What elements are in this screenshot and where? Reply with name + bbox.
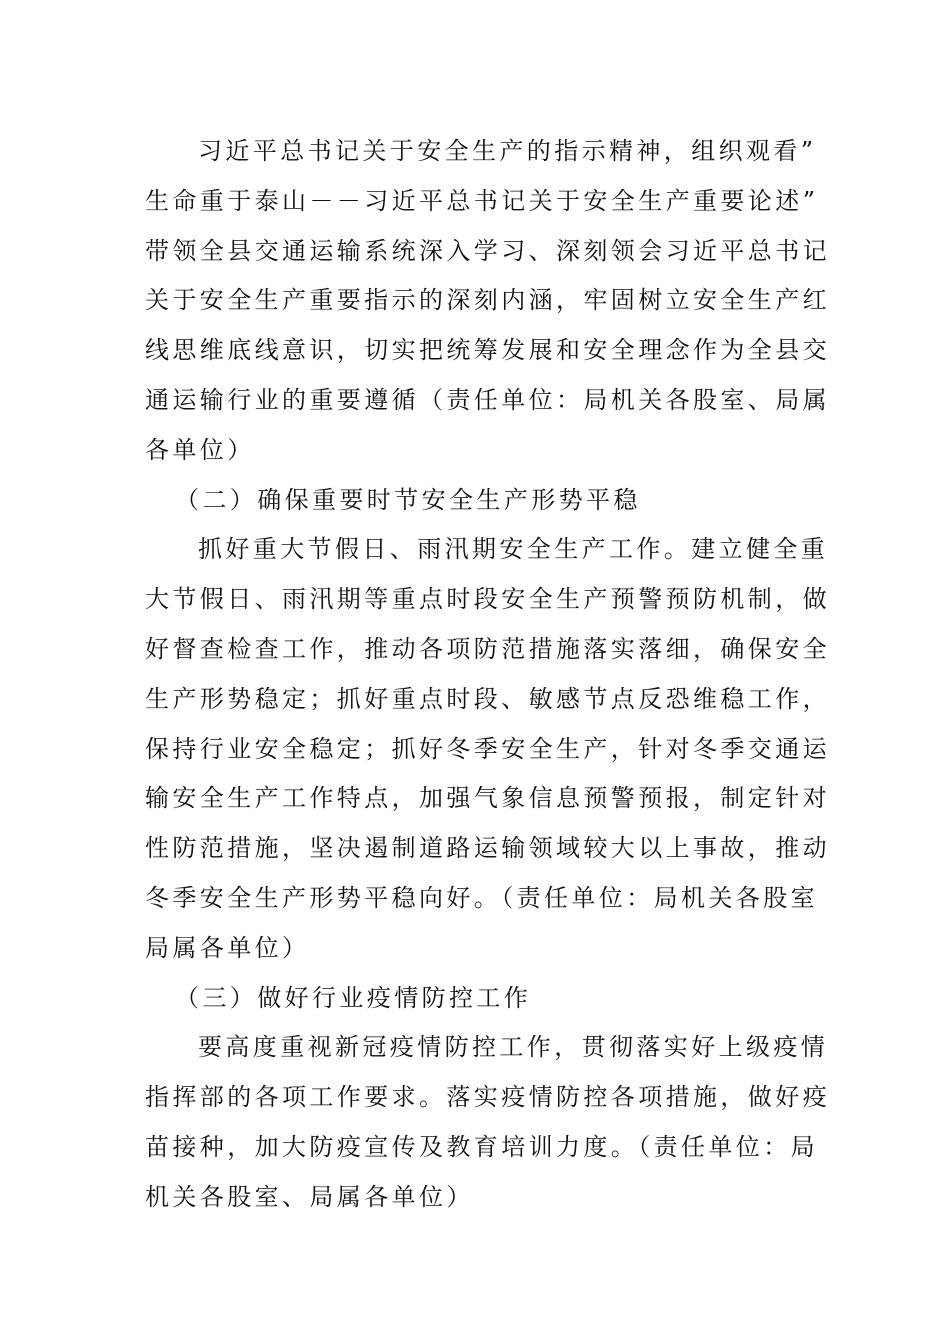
- text-line: （三）做好行业疫情防控工作: [175, 983, 532, 1012]
- text-line: 各单位）: [145, 435, 255, 464]
- text-line: 习近平总书记关于安全生产的指示精神，组织观看”: [198, 137, 817, 165]
- text-line: 线思维底线意识，切实把统筹发展和安全理念作为全县交: [145, 336, 830, 365]
- text-line: 带领全县交通运输系统深入学习、深刻领会习近平总书记: [145, 236, 830, 265]
- text-line: 好督查检查工作，推动各项防范措施落实落细，确保安全: [145, 634, 830, 663]
- text-line: 冬季安全生产形势平稳向好。（责任单位：局机关各股室: [145, 883, 818, 912]
- document-body: [145, 127, 830, 1223]
- text-line: 大节假日、雨汛期等重点时段安全生产预警预防机制，做: [145, 585, 830, 614]
- text-line: 抓好重大节假日、雨汛期安全生产工作。建立健全重: [198, 535, 829, 564]
- text-line: 输安全生产工作特点，加强气象信息预警预报，制定针对: [145, 784, 830, 813]
- paragraph: [145, 1023, 830, 1222]
- text-line: 通运输行业的重要遵循（责任单位：局机关各股室、局属: [145, 385, 830, 414]
- text-line: 生命重于泰山－－习近平总书记关于安全生产重要论述”: [145, 186, 819, 215]
- section-heading: [145, 476, 815, 526]
- text-line: 保持行业安全稳定；抓好冬季安全生产，针对冬季交通运: [145, 734, 830, 763]
- text-line: 苗接种，加大防疫宣传及教育培训力度。（责任单位：局: [145, 1132, 818, 1161]
- text-line: 要高度重视新冠疫情防控工作，贯彻落实好上级疫情: [198, 1033, 829, 1062]
- text-line: （二）确保重要时节安全生产形势平稳: [175, 485, 641, 514]
- text-line: 机关各股室、局属各单位）: [145, 1182, 474, 1211]
- paragraph: [145, 127, 830, 476]
- text-line: 生产形势稳定；抓好重点时段、敏感节点反恐维稳工作，: [145, 684, 830, 713]
- paragraph: [145, 525, 830, 973]
- text-line: 关于安全生产重要指示的深刻内涵，牢固树立安全生产红: [145, 286, 830, 315]
- section-heading: [145, 974, 815, 1024]
- text-line: 性防范措施，坚决遏制道路运输领域较大以上事故，推动: [145, 834, 830, 863]
- text-line: 指挥部的各项工作要求。落实疫情防控各项措施，做好疫: [145, 1083, 830, 1112]
- text-line: 局属各单位）: [145, 933, 310, 962]
